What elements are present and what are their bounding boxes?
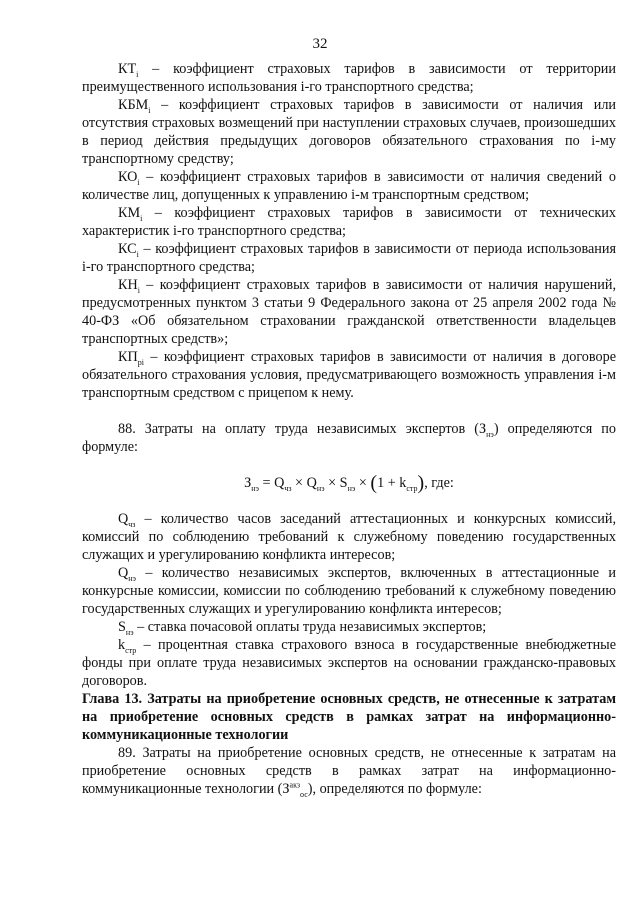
definition-s-ne: $S_{нэ}$ – ставка почасовой оплаты труда независимых экспертов; bbox=[118, 619, 487, 637]
definition-ko: $КО_i$ – коэффициент страховых тарифов в зависимости от наличия сведений о количестве лиц, допущенных к управлению i-м транспортным средством; bbox=[82, 169, 616, 203]
page-number: 32 bbox=[312, 36, 328, 52]
definition-ks: $КС_i$ – коэффициент страховых тарифов в зависимости от периода использования i-го транспортного средства; bbox=[82, 241, 616, 275]
paragraph-88: 88. Затраты на оплату труда независимых экспертов $(З_{нэ})$ определяются по формуле: bbox=[82, 421, 616, 455]
open-paren: ( bbox=[370, 472, 378, 494]
definition-kt: $КТ_i$ – коэффициент страховых тарифов в зависимости от территории преимущественного использования i-го транспортного средства; bbox=[82, 61, 616, 95]
definition-q-ne: $Q_{нэ}$ – количество независимых экспертов, включенных в аттестационные и конкурсные комиссии, комиссии по соблюдению требований к служебному поведению государственных служащих и урегулированию конфликта интересов; bbox=[82, 565, 616, 617]
chapter-13-heading: Глава 13. Затраты на приобретение основных средств, не отнесенные к затратам на приобретение основных средств в рамках затрат на информационно-коммуникационные технологии bbox=[82, 691, 616, 743]
definition-k-str: $k_{стр}$ – процентная ставка страхового взноса в государственные внебюджетные фонды при оплате труда независимых экспертов на основании гражданско-правовых договоров. bbox=[82, 637, 616, 689]
definition-kn: $КН_i$ – коэффициент страховых тарифов в зависимости от наличия нарушений, предусмотренных пунктом 3 статьи 9 Федерального закона от 25 апреля 2002 года № 40-ФЗ «Об обязательном страховании гражданской ответственности владельцев транспортных средств»; bbox=[82, 277, 616, 347]
paragraph-89: 89. Затраты на приобретение основных средств, не отнесенные к затратам на приобретение основных средств в рамках затрат на информационно-коммуникационные технологии $(З^{акз}_{ос})$, определяются по формуле: bbox=[82, 745, 616, 799]
document-body bbox=[82, 60, 616, 798]
formula-experts: $З_{нэ} = Q_{чз} \times Q_{нэ} \times S_{нэ} \times (1 + k_{стр})$, где: bbox=[244, 472, 454, 494]
coefficient-definitions bbox=[82, 60, 616, 402]
definition-kbm: $КБМ_i$ – коэффициент страховых тарифов в зависимости от наличия или отсутствия страховых возмещений при наступлении страховых случаев, произошедших в период действия предыдущих договоров обязательного страхования по i-му транспортному средству; bbox=[82, 97, 616, 167]
definition-km: $КМ_i$ – коэффициент страховых тарифов в зависимости от технических характеристик i-го транспортного средства; bbox=[82, 205, 616, 239]
definition-kp: $КП_{pi}$ – коэффициент страховых тарифов в зависимости от наличия в договоре обязательного страхования условия, предусматривающего возможность управления i-м транспортным средством с прицепом к нему. bbox=[82, 349, 616, 401]
variable-definitions bbox=[82, 510, 616, 690]
definition-q-chz: $Q_{чз}$ – количество часов заседаний аттестационных и конкурсных комиссий, комиссий по соблюдению требований к служебному поведению государственных служащих и урегулированию конфликта интересов; bbox=[82, 511, 616, 563]
close-paren: ) bbox=[417, 472, 425, 494]
